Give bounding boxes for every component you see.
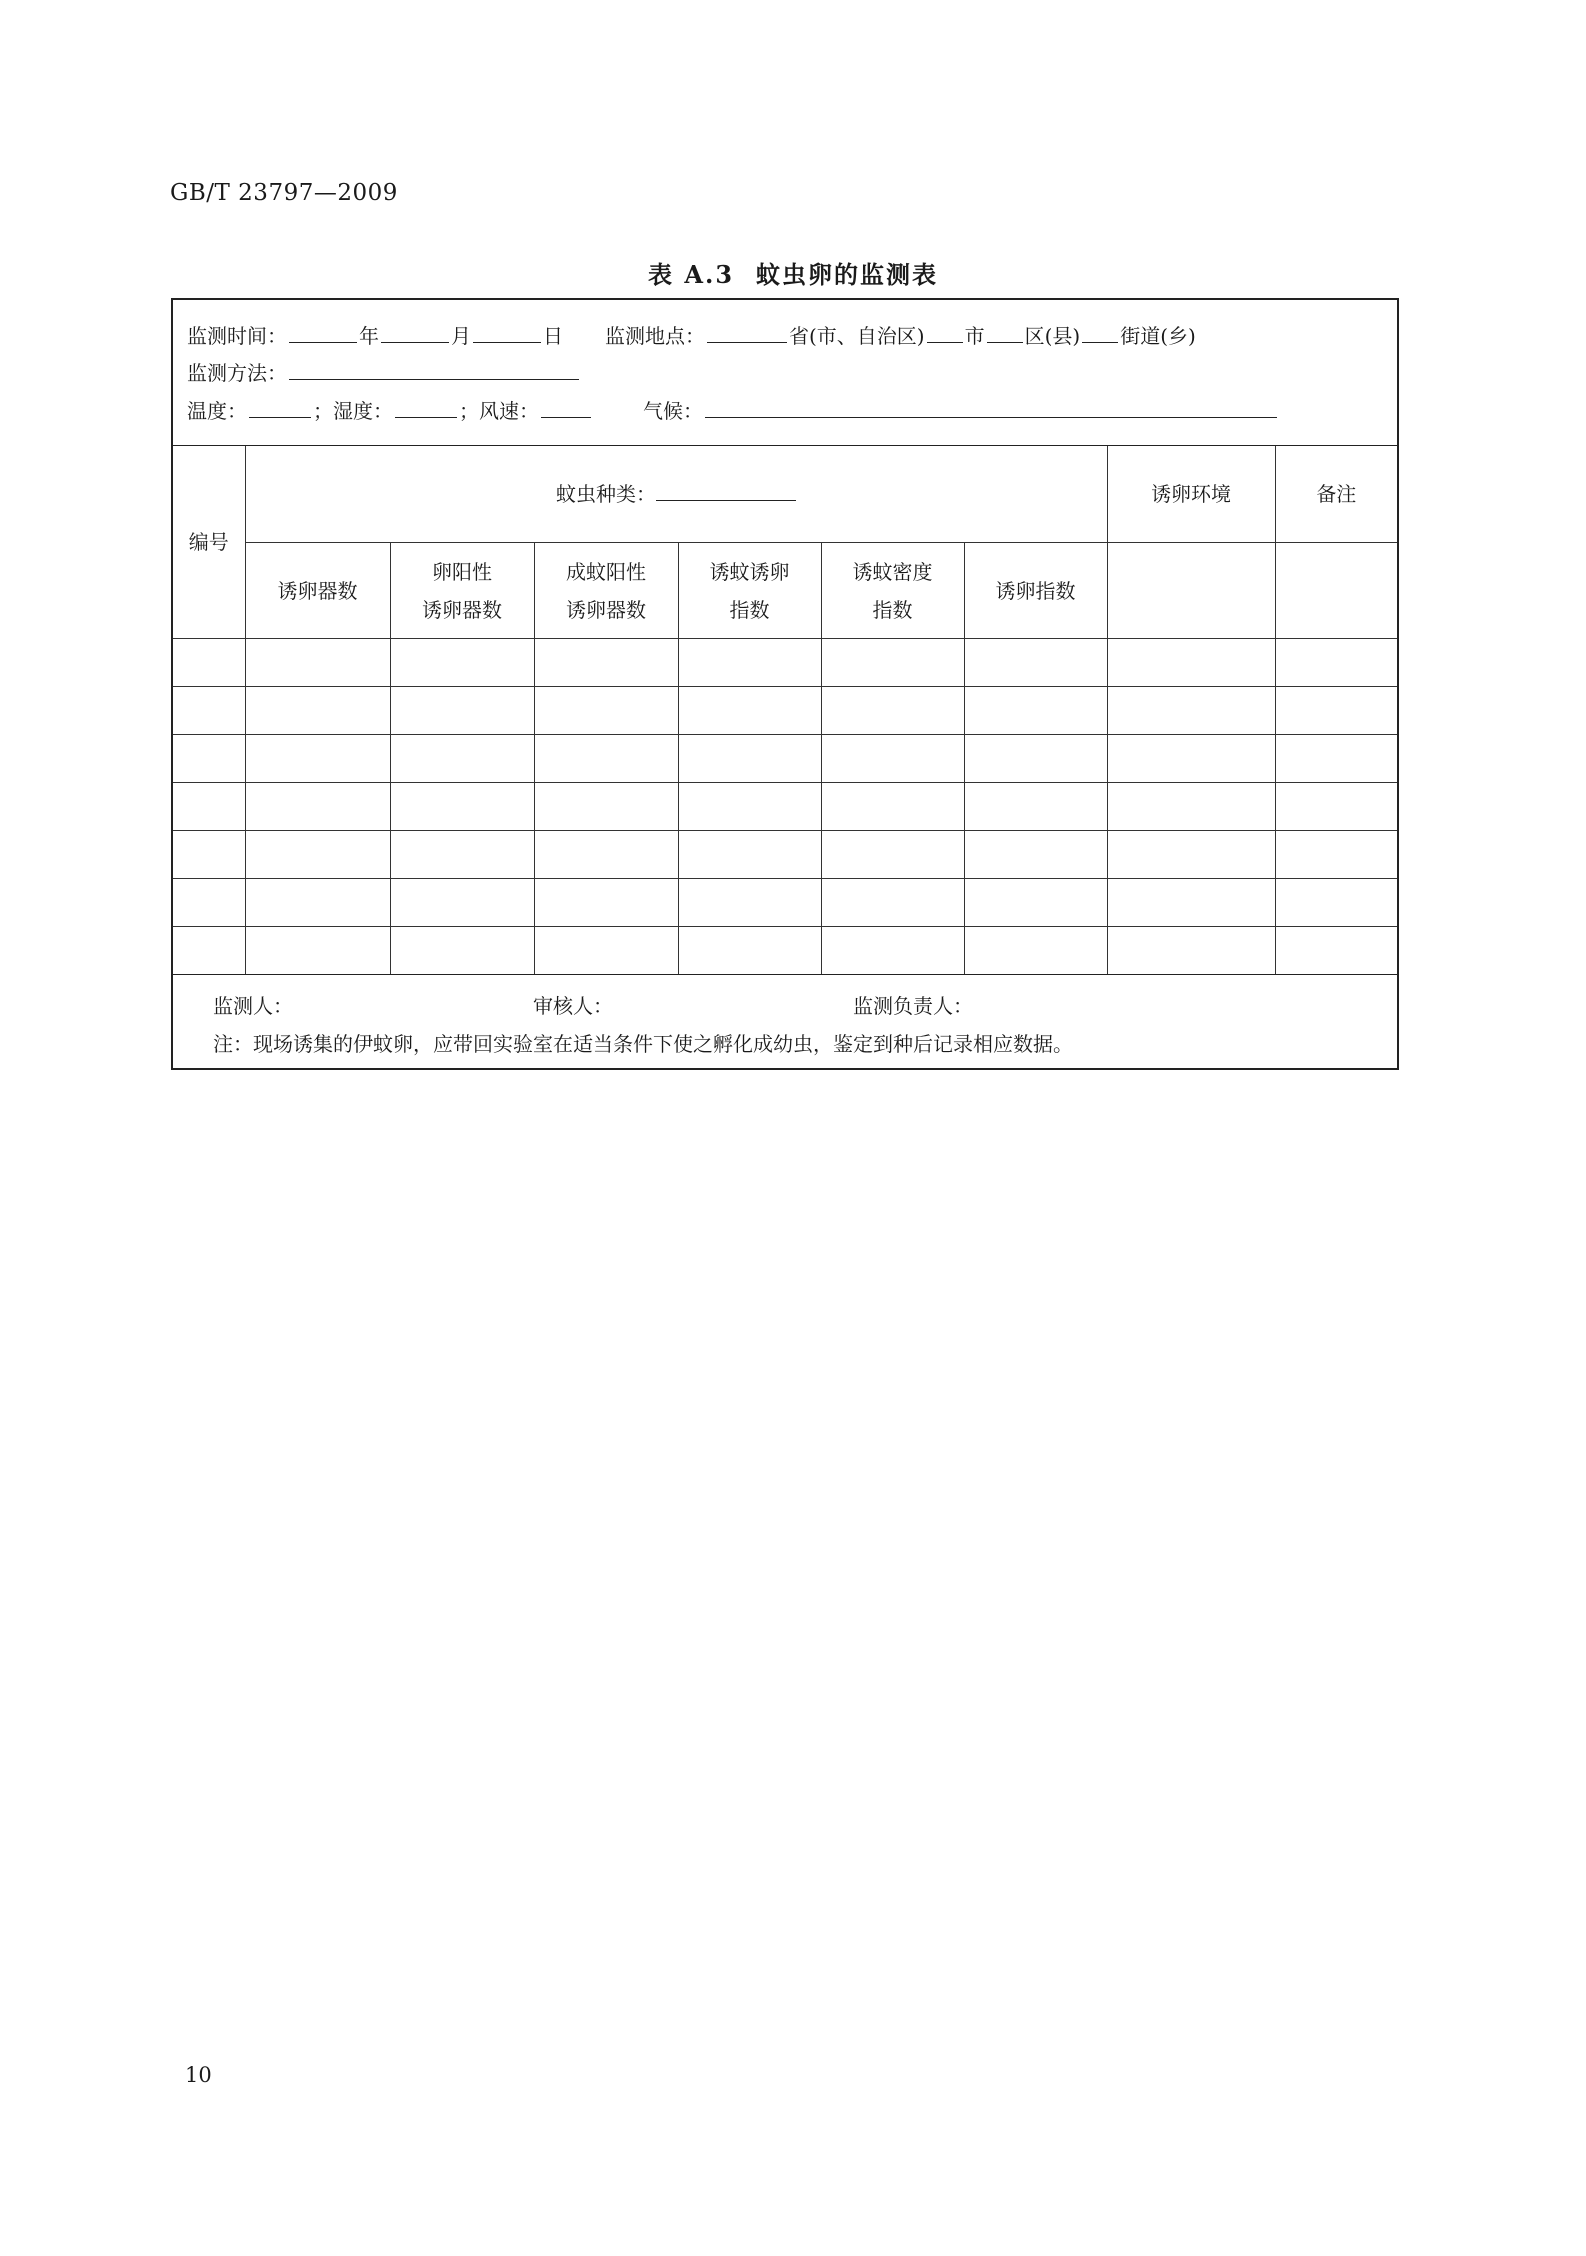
method-line	[187, 357, 581, 386]
temperature-label: 温度：	[187, 399, 247, 423]
table-cell	[1275, 783, 1397, 831]
table-cell	[534, 735, 678, 783]
sub-header-line1: 卵阳性	[432, 559, 492, 584]
remark-header: 备注	[1275, 446, 1397, 543]
month-unit: 月	[451, 324, 471, 348]
month-blank	[381, 326, 449, 343]
sub-header-cell	[678, 543, 821, 639]
table-cell	[173, 639, 245, 687]
table-cell	[821, 639, 964, 687]
sub-header-line2: 诱卵器数	[422, 597, 502, 622]
table-row	[173, 783, 1397, 831]
species-cell	[245, 446, 1107, 543]
table-cell	[390, 639, 534, 687]
sub-header-cell	[390, 543, 534, 639]
table-number: 表 A.3	[647, 260, 735, 289]
table-cell	[821, 831, 964, 879]
species-label: 蚊虫种类：	[556, 482, 657, 506]
table-cell	[534, 687, 678, 735]
remark-subcell	[1275, 543, 1397, 639]
street-blank	[1082, 326, 1118, 343]
table-cell	[1275, 687, 1397, 735]
table-cell	[245, 735, 390, 783]
year-blank	[289, 326, 357, 343]
table-cell	[1275, 831, 1397, 879]
sub-header-cell	[821, 543, 964, 639]
table-cell	[678, 831, 821, 879]
table-cell	[245, 783, 390, 831]
district-unit: 区(县)	[1024, 324, 1081, 348]
sub-header-cell	[534, 543, 678, 639]
responsible-label: 监测负责人：	[853, 994, 973, 1018]
table-cell	[173, 735, 245, 783]
table-cell	[1275, 639, 1397, 687]
year-unit: 年	[359, 324, 379, 348]
table-cell	[821, 879, 964, 927]
table-cell	[534, 927, 678, 975]
id-header: 编号	[173, 446, 245, 639]
table-cell	[1107, 879, 1275, 927]
sub-header-line1: 诱卵指数	[995, 578, 1076, 603]
page-number: 10	[185, 2063, 212, 2087]
table-cell	[964, 783, 1107, 831]
table-row	[173, 735, 1397, 783]
sub-header-line1: 诱蚊密度	[852, 559, 933, 584]
sub-header-line1: 成蚊阳性	[566, 559, 646, 584]
table-cell	[1275, 879, 1397, 927]
sub-header-cell	[245, 543, 390, 639]
table-cell	[964, 879, 1107, 927]
district-blank	[987, 326, 1023, 343]
monitoring-table	[173, 446, 1397, 975]
table-row	[173, 927, 1397, 975]
humidity-blank	[395, 401, 457, 418]
table-cell	[173, 783, 245, 831]
table-cell	[964, 831, 1107, 879]
form-header	[173, 300, 1397, 446]
table-cell	[534, 831, 678, 879]
sub-header-line1: 诱蚊诱卵	[709, 559, 790, 584]
table-cell	[390, 879, 534, 927]
table-cell	[1107, 639, 1275, 687]
footnote: 注：现场诱集的伊蚊卵，应带回实验室在适当条件下使之孵化成幼虫，鉴定到种后记录相应数据。	[213, 1032, 1073, 1056]
sub-header-cell	[964, 543, 1107, 639]
sub-header-line2: 指数	[729, 597, 770, 622]
env-header: 诱卵环境	[1107, 446, 1275, 543]
wind-blank	[541, 401, 591, 418]
table-cell	[173, 927, 245, 975]
table-name: 蚊虫卵的监测表	[756, 260, 939, 289]
table-cell	[534, 879, 678, 927]
table-cell	[245, 831, 390, 879]
table-cell	[245, 639, 390, 687]
humidity-label: ；湿度：	[313, 399, 393, 423]
climate-blank	[705, 401, 1277, 418]
table-cell	[964, 687, 1107, 735]
sub-header-line2: 指数	[872, 597, 913, 622]
day-blank	[473, 326, 541, 343]
table-cell	[964, 735, 1107, 783]
table-cell	[821, 735, 964, 783]
method-label: 监测方法：	[187, 361, 287, 385]
temperature-blank	[249, 401, 311, 418]
table-row	[173, 879, 1397, 927]
table-cell	[534, 639, 678, 687]
table-cell	[964, 927, 1107, 975]
table-cell	[245, 687, 390, 735]
street-unit: 街道(乡)	[1120, 324, 1196, 348]
table-cell	[1107, 927, 1275, 975]
province-blank	[707, 326, 787, 343]
table-cell	[821, 687, 964, 735]
city-blank	[927, 326, 963, 343]
table-cell	[1275, 735, 1397, 783]
table-row	[173, 687, 1397, 735]
table-cell	[678, 639, 821, 687]
city-unit: 市	[964, 324, 985, 348]
table-cell	[1275, 927, 1397, 975]
env-subcell	[1107, 543, 1275, 639]
weather-line	[187, 395, 1279, 424]
table-cell	[1107, 687, 1275, 735]
header-row-sub	[173, 543, 1397, 639]
table-cell	[678, 735, 821, 783]
table-cell	[1107, 783, 1275, 831]
table-cell	[678, 879, 821, 927]
table-cell	[534, 783, 678, 831]
signature-line	[213, 990, 973, 1019]
table-cell	[821, 927, 964, 975]
table-title	[0, 255, 1586, 290]
table-cell	[678, 783, 821, 831]
table-cell	[173, 831, 245, 879]
day-unit: 日	[543, 324, 563, 348]
table-cell	[390, 783, 534, 831]
table-row	[173, 831, 1397, 879]
wind-label: ；风速：	[459, 399, 539, 423]
monitor-label: 监测人：	[213, 994, 293, 1018]
time-location-line	[187, 320, 1196, 349]
monitoring-form	[171, 298, 1399, 1070]
sub-header-line1: 诱卵器数	[277, 578, 358, 603]
table-cell	[173, 879, 245, 927]
species-blank	[656, 486, 796, 501]
table-cell	[964, 639, 1107, 687]
climate-label: 气候：	[643, 399, 703, 423]
table-cell	[390, 927, 534, 975]
table-cell	[390, 687, 534, 735]
method-blank	[289, 363, 579, 380]
table-cell	[245, 879, 390, 927]
table-cell	[678, 927, 821, 975]
reviewer-label: 审核人：	[533, 994, 613, 1018]
sub-header-line2: 诱卵器数	[566, 597, 646, 622]
table-cell	[678, 687, 821, 735]
standard-code: GB/T 23797—2009	[170, 180, 398, 206]
table-cell	[390, 735, 534, 783]
location-label: 监测地点：	[605, 324, 705, 348]
province-unit: 省(市、自治区)	[789, 324, 925, 348]
table-cell	[173, 687, 245, 735]
table-cell	[390, 831, 534, 879]
table-row	[173, 639, 1397, 687]
table-cell	[1107, 735, 1275, 783]
table-cell	[245, 927, 390, 975]
table-cell	[1107, 831, 1275, 879]
header-row-top	[173, 446, 1397, 543]
time-label: 监测时间：	[187, 324, 287, 348]
table-cell	[821, 783, 964, 831]
